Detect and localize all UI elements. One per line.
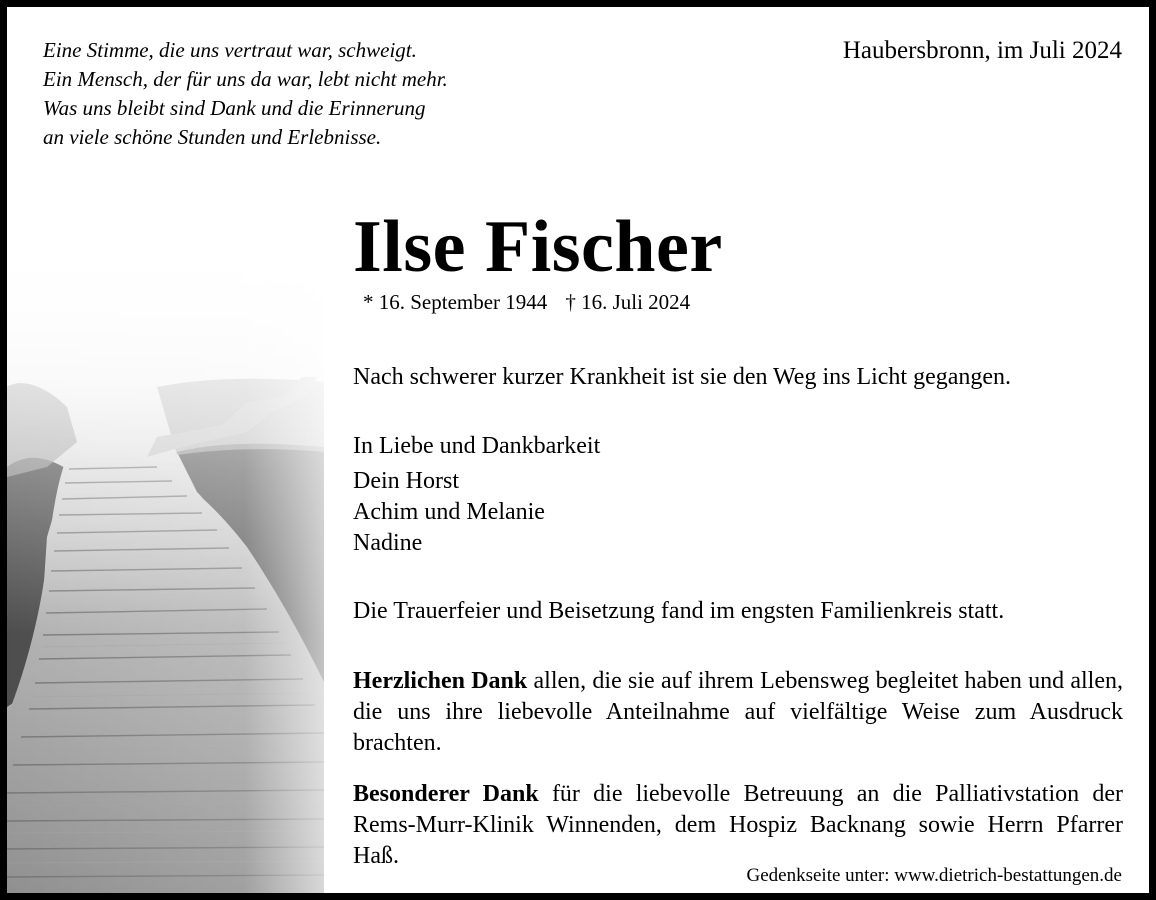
family-names: [353, 466, 1123, 559]
thanks-paragraph: [353, 666, 1123, 759]
family-name: Achim und Melanie: [353, 499, 545, 525]
poem-line: Was uns bleibt sind Dank und die Erinnerung: [43, 96, 426, 120]
place-and-date: Haubersbronn, im Juli 2024: [842, 37, 1122, 64]
special-thanks-heading: Besonderer Dank: [353, 781, 539, 807]
special-thanks-text: für die liebevolle Betreuung an die Palliativstation der Rems-Murr-Klinik Winnenden, dem Hospiz Backnang sowie Herrn Pfarrer Haß.: [353, 781, 1124, 869]
thanks-heading: Herzlichen Dank: [353, 668, 528, 694]
memorial-site-link[interactable]: Gedenkseite unter: www.dietrich-bestattungen.de: [746, 865, 1122, 886]
family-name: Dein Horst: [353, 468, 459, 494]
deceased-name: Ilse Fischer: [353, 206, 723, 288]
birth-date: * 16. September 1944: [363, 290, 548, 314]
boardwalk-fog-image: [7, 237, 324, 900]
thanks-text: allen, die sie auf ihrem Lebensweg begleitet haben und allen, die uns ihre liebevolle Anteilnahme auf vielfältige Weise zum Ausdruck brachten.: [353, 668, 1124, 756]
memorial-poem: [43, 36, 448, 152]
funeral-note: Die Trauerfeier und Beisetzung fand im engsten Familienkreis statt.: [353, 598, 1005, 624]
announcement-message: Nach schwerer kurzer Krankheit ist sie den Weg ins Licht gegangen.: [353, 364, 1012, 390]
poem-line: Eine Stimme, die uns vertraut war, schweigt.: [43, 38, 417, 62]
poem-line: Ein Mensch, der für uns da war, lebt nicht mehr.: [43, 67, 448, 91]
family-name: Nadine: [353, 530, 423, 556]
poem-line: an viele schöne Stunden und Erlebnisse.: [43, 125, 382, 149]
death-date: † 16. Juli 2024: [565, 290, 691, 314]
special-thanks-paragraph: [353, 779, 1123, 872]
boardwalk-photo: [7, 237, 324, 900]
signoff-intro: In Liebe und Dankbarkeit: [353, 433, 601, 459]
life-dates: [363, 289, 690, 315]
